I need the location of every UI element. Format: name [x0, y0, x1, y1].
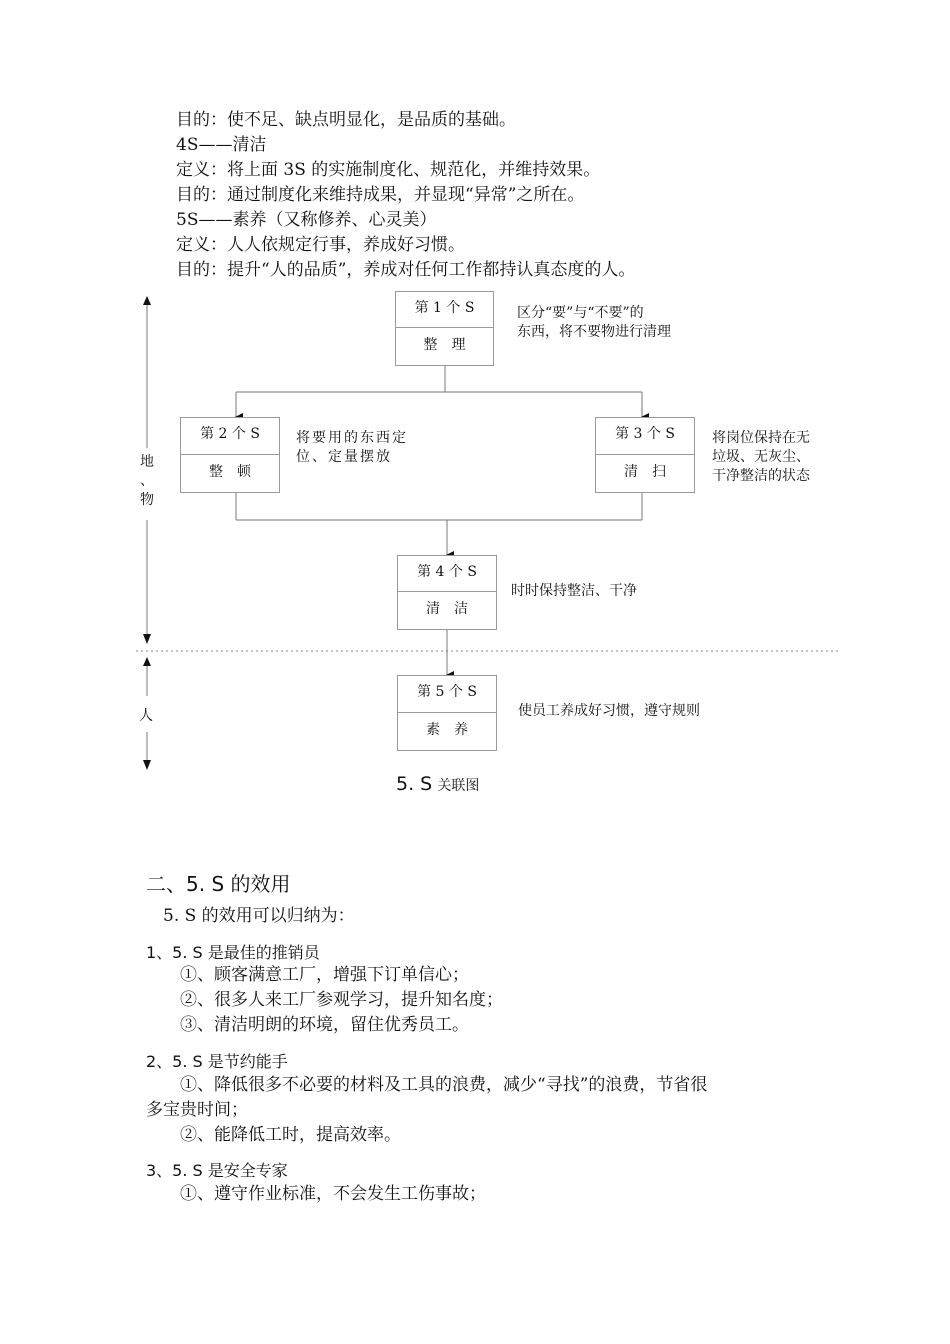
box-divider	[396, 327, 493, 328]
box-title: 清 洁	[426, 601, 468, 617]
box-s3	[595, 417, 695, 493]
box-s5	[397, 675, 497, 751]
item-line: ③、清洁明朗的环境，留住优秀员工。	[180, 1015, 469, 1035]
item-line: ①、顾客满意工厂，增强下订单信心；	[180, 965, 469, 985]
box-number: 第 1 个 S	[414, 300, 475, 316]
box-title: 素 养	[426, 722, 468, 738]
side-label-things: 地 、 物	[140, 454, 154, 508]
box-divider	[398, 712, 496, 713]
item-line: ②、能降低工时，提高效率。	[180, 1125, 401, 1145]
side-label-people: 人	[139, 708, 153, 724]
item-line: ①、降低很多不必要的材料及工具的浪费，减少“寻找”的浪费，节省很	[180, 1075, 708, 1095]
box-number: 第 4 个 S	[417, 564, 477, 580]
intro-line: 定义：将上面 3S 的实施制度化、规范化，并维持效果。	[176, 160, 601, 180]
box-divider	[596, 454, 694, 455]
box-divider	[181, 454, 279, 455]
item-line: ①、遵守作业标准，不会发生工伤事故；	[180, 1184, 486, 1204]
box-s2	[180, 417, 280, 493]
box-note: 将岗位保持在无 垃圾、无灰尘、 干净整洁的状态	[712, 430, 810, 484]
up-arrow-icon	[143, 657, 151, 666]
diagram-caption	[396, 773, 479, 795]
intro-line: 目的：提升“人的品质”，养成对任何工作都持认真态度的人。	[176, 260, 636, 280]
box-note: 使员工养成好习惯，遵守规则	[518, 703, 700, 719]
intro-line: 5S——素养（又称修养、心灵美）	[176, 210, 437, 230]
box-title: 整 顿	[209, 464, 251, 480]
item-line: 多宝贵时间；	[146, 1100, 248, 1120]
item-title: 2、5. S 是节约能手	[146, 1052, 288, 1071]
item-title: 3、5. S 是安全专家	[146, 1161, 288, 1180]
down-arrow-icon	[143, 760, 151, 770]
up-arrow-icon	[143, 296, 151, 305]
box-number: 第 3 个 S	[615, 426, 675, 442]
caption-prefix: 5. S	[396, 773, 433, 795]
box-number: 第 2 个 S	[200, 426, 260, 442]
item-title: 1、5. S 是最佳的推销员	[146, 943, 320, 962]
down-arrow-icon	[143, 634, 151, 644]
box-note: 将要用的东西定 位、定量摆放	[296, 430, 408, 465]
intro-line: 定义：人人依规定行事，养成好习惯。	[176, 235, 465, 255]
intro-line: 目的：使不足、缺点明显化，是品质的基础。	[176, 110, 516, 130]
box-s1	[395, 291, 494, 366]
box-s4	[397, 555, 497, 630]
item-line: ②、很多人来工厂参观学习，提升知名度；	[180, 990, 503, 1010]
box-note: 区分“要”与“不要”的 东西，将不要物进行清理	[517, 305, 671, 340]
box-divider	[398, 591, 496, 592]
caption-suffix: 关联图	[437, 778, 480, 794]
intro-line: 4S——清洁	[176, 135, 267, 155]
section-heading: 二、5. S 的效用	[146, 872, 291, 896]
section-lead: 5. S 的效用可以归纳为：	[163, 906, 355, 926]
box-note: 时时保持整洁、干净	[511, 583, 637, 599]
box-title: 整 理	[423, 337, 466, 353]
box-number: 第 5 个 S	[417, 684, 477, 700]
intro-line: 目的：通过制度化来维持成果，并显现“异常”之所在。	[176, 185, 585, 205]
box-title: 清 扫	[624, 464, 666, 480]
